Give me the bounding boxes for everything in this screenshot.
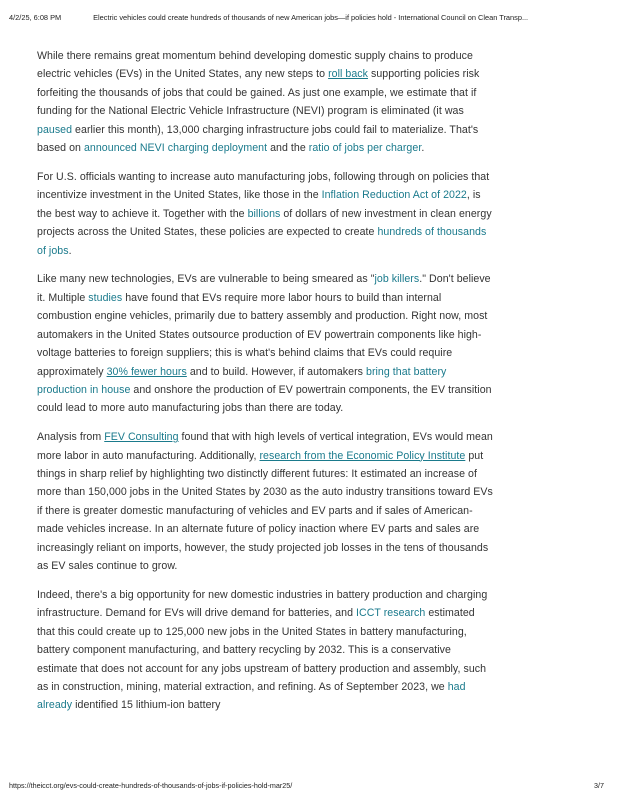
text: earlier this month), 13,000 charging infrastructure jobs could fail to materialize. That's based on: [37, 123, 479, 155]
link-bring-battery-production-in-house[interactable]: bring that battery production in house: [37, 365, 447, 396]
paragraph-4: [37, 428, 493, 575]
link-hundreds-of-thousands-of-jobs[interactable]: hundreds of thousands of jobs: [37, 226, 487, 257]
text: estimated that this could create up to 125,000 new jobs in the United States in battery manufacturing, battery component manufacturing, and battery recycling by 2032. This is a conservative estimate that does not account for any jobs upstream of battery production and assembly, such as in construction, mining, material extraction, and refining. As of September 2023, we: [37, 607, 487, 693]
link-roll-back[interactable]: roll back: [328, 68, 368, 81]
text: Like many new technologies, EVs are vulnerable to being smeared as ": [37, 273, 375, 286]
print-url: https://theicct.org/evs-could-create-hundreds-of-thousands-of-jobs-if-policies-hold-mar25/: [9, 781, 293, 790]
print-date: 4/2/25, 6:08 PM: [9, 13, 62, 22]
paragraph-2: [37, 168, 493, 260]
text: While there remains great momentum behind developing domestic supply chains to produce electric vehicles (EVs) in the United States, any new steps to: [37, 50, 473, 81]
link-billions[interactable]: billions: [247, 207, 281, 220]
link-paused[interactable]: paused: [37, 123, 73, 136]
text: ." Don't believe it. Multiple: [37, 273, 491, 304]
paragraph-3: [37, 270, 493, 417]
text: .: [421, 142, 425, 155]
text: , is the best way to achieve it. Together with the: [37, 189, 481, 220]
print-page-title: Electric vehicles could create hundreds of thousands of new American jobs—if policies hold - International Council on Clean Transp...: [93, 13, 529, 22]
text: and the: [267, 142, 309, 155]
link-economic-policy-institute-research[interactable]: research from the Economic Policy Institute: [259, 449, 466, 462]
text: and to build. However, if automakers: [186, 365, 366, 378]
page-number: 3/7: [594, 781, 604, 790]
text: identified 15 lithium-ion battery: [72, 699, 221, 712]
text: found that with high levels of vertical integration, EVs would mean more labor in auto manufacturing. Additionally,: [37, 431, 493, 462]
print-header: [9, 13, 609, 22]
print-footer: [9, 781, 604, 790]
text: and onshore the production of EV powertrain components, the EV transition could lead to more auto manufacturing jobs than there are today.: [37, 383, 492, 415]
text: .: [68, 244, 72, 257]
link-fev-consulting[interactable]: FEV Consulting: [104, 431, 179, 444]
paragraph-1: [37, 47, 493, 157]
text: Indeed, there's a big opportunity for new domestic industries in battery production and charging infrastructure. Demand for EVs will drive demand for batteries, and: [37, 588, 488, 620]
link-ratio-of-jobs-per-charger[interactable]: ratio of jobs per charger: [308, 142, 422, 155]
link-30-percent-fewer-hours[interactable]: 30% fewer hours: [106, 365, 187, 378]
text: supporting policies risk forfeiting the thousands of jobs that could be gained. As just one example, we estimate that if funding for the National Electric Vehicle Infrastructure (NEVI) program is eliminated (it was: [37, 68, 480, 118]
link-inflation-reduction-act[interactable]: Inflation Reduction Act of 2022: [321, 189, 467, 202]
text: have found that EVs require more labor hours to build than internal combustion engine vehicles, primarily due to battery assembly and production. Right now, most automakers in the United States outsource production of EV powertrain components like high-voltage batteries to foreign suppliers; this is what's behind claims that EVs could require approximately: [37, 291, 488, 378]
link-announced-nevi-charging-deployment[interactable]: announced NEVI charging deployment: [83, 142, 268, 155]
text: of dollars of new investment in clean energy projects across the United States, these policies are expected to create: [37, 207, 492, 239]
link-studies[interactable]: studies: [88, 291, 123, 304]
link-icct-research[interactable]: ICCT research: [356, 607, 426, 620]
link-job-killers[interactable]: job killers: [374, 273, 420, 286]
link-had-already[interactable]: had already: [37, 681, 466, 712]
article-body: [37, 47, 493, 725]
text: For U.S. officials wanting to increase auto manufacturing jobs, following through on policies that incentivize investment in the United States, like those in the: [37, 170, 490, 202]
text: put things in sharp relief by highlighting two distinctly different futures: It estimated an increase of more than 150,000 jobs in the United States by 2030 as the auto industry transitions toward EVs if there is greater domestic manufacturing of vehicles and EV parts and if sales of American-made vehicles increase. In an alternate future of policy inaction where EV parts and sales are increasingly reliant on imports, however, the study projected job losses in the tens of thousands as EV sales continue to grow.: [37, 449, 493, 573]
paragraph-5: [37, 586, 493, 715]
text: Analysis from: [37, 431, 105, 444]
